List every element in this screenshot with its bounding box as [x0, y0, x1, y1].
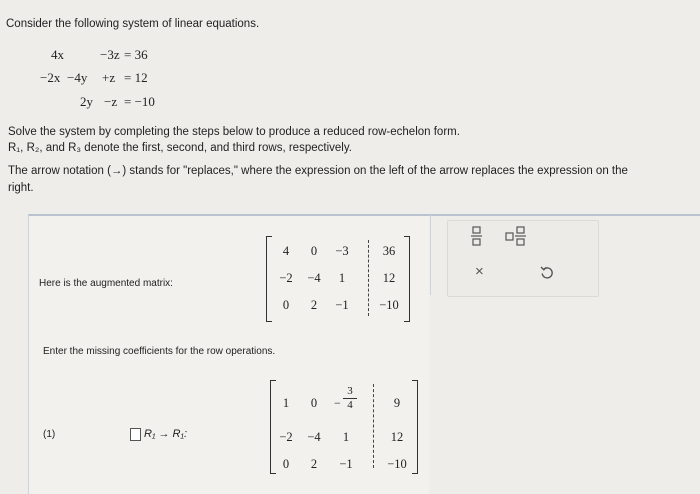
instruction-line-4: right. — [8, 182, 34, 194]
matrix-cell: 0 — [282, 298, 290, 312]
augmented-matrix-label: Here is the augmented matrix: — [39, 278, 173, 289]
coefficient-input[interactable] — [130, 428, 141, 441]
eq2-x: −2x — [40, 70, 61, 85]
matrix-cell: 1 — [338, 271, 346, 285]
eq1-rhs: = 36 — [124, 47, 148, 62]
fraction-denominator: 4 — [347, 399, 353, 411]
eq3-z: −z — [104, 94, 118, 109]
clear-button[interactable]: × — [475, 263, 484, 280]
mixed-number-icon[interactable] — [505, 226, 527, 246]
result-augment-divider — [373, 384, 374, 468]
instruction-line-3: The arrow notation (→) stands for "replaces," where the expression on the left of the arrow replaces the expression on the — [8, 165, 628, 177]
row-operation-text: R₁ → R₁: — [144, 428, 187, 440]
result-cell: 0 — [310, 396, 318, 410]
result-cell: 1 — [282, 396, 290, 410]
eq3-y: 2y — [80, 94, 93, 109]
fraction-sign: − — [334, 396, 341, 410]
row-ops-label: Enter the missing coefficients for the row operations. — [43, 346, 276, 357]
matrix-augment-divider — [368, 240, 369, 316]
eq1-x: 4x — [51, 47, 64, 62]
result-right-bracket — [412, 380, 418, 474]
eq2-z: +z — [102, 70, 116, 85]
fraction-numerator: 3 — [347, 385, 353, 397]
undo-icon[interactable] — [540, 265, 554, 279]
eq2-y: −4y — [67, 70, 88, 85]
matrix-cell: 0 — [310, 244, 318, 258]
matrix-right-bracket — [404, 236, 410, 322]
instruction-line-2: R₁, R₂, and R₃ denote the first, second, and third rows, respectively. — [8, 142, 352, 154]
instruction-line-1: Solve the system by completing the steps below to produce a reduced row-echelon form. — [8, 126, 460, 138]
intro-text: Consider the following system of linear equations. — [6, 18, 260, 30]
panel-side-separator — [430, 215, 431, 295]
eq2-rhs: = 12 — [124, 70, 148, 85]
result-cell: 12 — [390, 430, 404, 444]
matrix-cell: −3 — [335, 244, 349, 258]
result-cell: 1 — [342, 430, 350, 444]
fraction-entry — [343, 386, 357, 411]
result-cell: 0 — [282, 457, 290, 471]
panel-top-rule — [428, 214, 700, 216]
matrix-cell: 12 — [382, 271, 396, 285]
result-cell: −1 — [339, 457, 353, 471]
result-cell: 2 — [310, 457, 318, 471]
eq3-rhs: = −10 — [124, 94, 155, 109]
result-cell: −4 — [307, 430, 321, 444]
eq1-z: −3z — [100, 47, 120, 62]
step-number: (1) — [43, 429, 56, 440]
fraction-icon[interactable] — [471, 226, 483, 246]
matrix-cell: −4 — [307, 271, 321, 285]
result-cell: 9 — [393, 396, 401, 410]
result-cell: −2 — [279, 430, 293, 444]
matrix-cell: −1 — [335, 298, 349, 312]
matrix-cell: 2 — [310, 298, 318, 312]
matrix-cell: 36 — [382, 244, 396, 258]
result-cell: −10 — [387, 457, 407, 471]
matrix-left-bracket — [266, 236, 272, 322]
matrix-cell: −10 — [379, 298, 399, 312]
matrix-cell: 4 — [282, 244, 290, 258]
matrix-cell: −2 — [279, 271, 293, 285]
